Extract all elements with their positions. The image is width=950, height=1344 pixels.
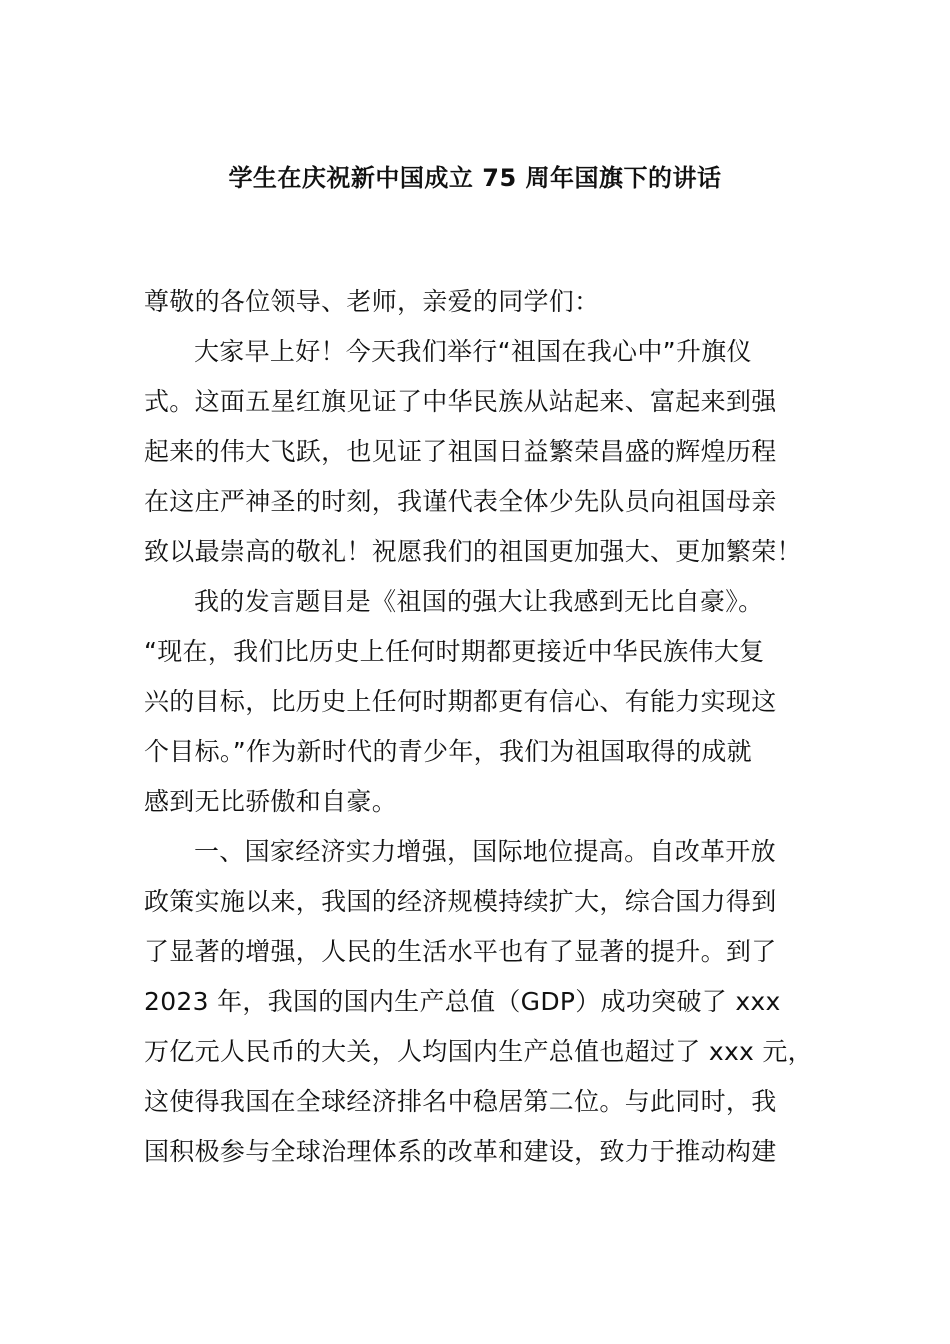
text-line: 大家早上好！今天我们举行“祖国在我心中”升旗仪 [194, 337, 752, 366]
text-line: 2023 年，我国的国内生产总值（GDP）成功突破了 xxx [144, 987, 781, 1016]
page-title: 学生在庆祝新中国成立 75 周年国旗下的讲话 [228, 164, 722, 192]
text-line: 在这庄严神圣的时刻，我谨代表全体少先队员向祖国母亲 [144, 487, 777, 516]
text-line: 国积极参与全球治理体系的改革和建设，致力于推动构建 [144, 1137, 777, 1166]
text-line: 万亿元人民币的大关，人均国内生产总值也超过了 xxx 元， [144, 1037, 813, 1066]
salutation-line: 尊敬的各位领导、老师，亲爱的同学们： [144, 287, 600, 316]
text-line: 一、国家经济实力增强，国际地位提高。自改革开放 [194, 837, 776, 866]
text-line: 感到无比骄傲和自豪。 [144, 787, 398, 816]
text-line: 我的发言题目是《祖国的强大让我感到无比自豪》。 [194, 587, 764, 616]
text-line: 式。这面五星红旗见证了中华民族从站起来、富起来到强 [144, 387, 777, 416]
text-line: 政策实施以来，我国的经济规模持续扩大，综合国力得到 [144, 887, 777, 916]
text-line: 这使得我国在全球经济排名中稳居第二位。与此同时，我 [144, 1087, 777, 1116]
text-line: 致以最崇高的敬礼！祝愿我们的祖国更加强大、更加繁荣！ [144, 537, 802, 566]
text-line: 个目标。”作为新时代的青少年，我们为祖国取得的成就 [144, 737, 752, 766]
text-line: 了显著的增强，人民的生活水平也有了显著的提升。到了 [144, 937, 777, 966]
text-line: “现在，我们比历史上任何时期都更接近中华民族伟大复 [144, 637, 765, 666]
text-line: 兴的目标，比历史上任何时期都更有信心、有能力实现这 [144, 687, 777, 716]
text-line: 起来的伟大飞跃，也见证了祖国日益繁荣昌盛的辉煌历程 [144, 437, 777, 466]
